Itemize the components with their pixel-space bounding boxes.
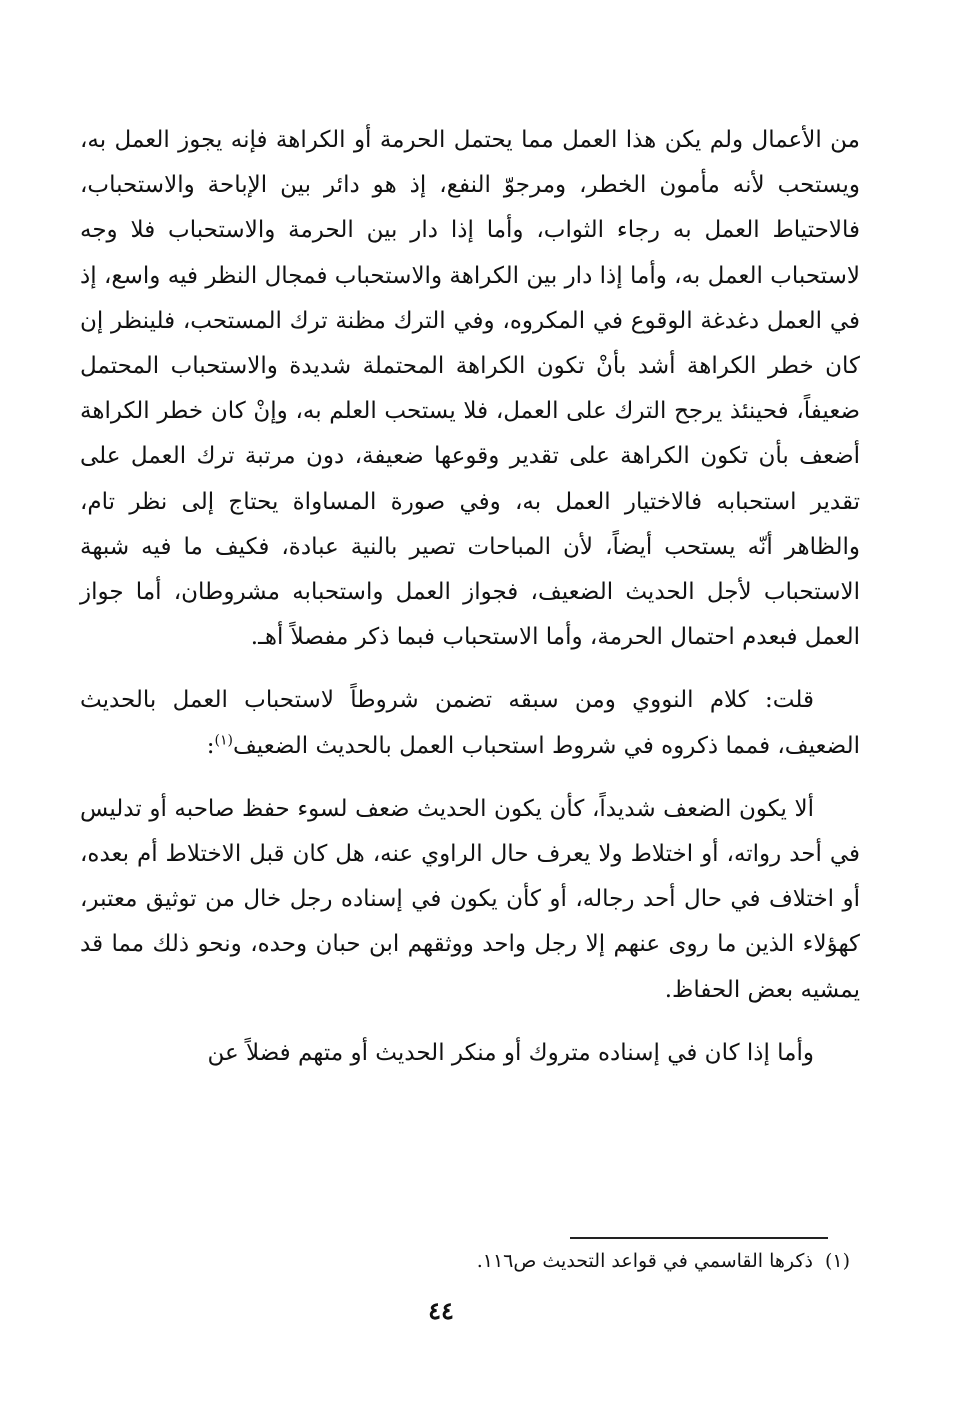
conditions-intro-colon: : — [206, 732, 215, 759]
paragraph-first-condition: ألا يكون الضعف شديداً، كأن يكون الحديث ضعف لسوء حفظ صاحبه أو تدليس في أحد رواته، أو اختلاط ولا يعرف حال الراوي عنه، هل كان قبل الاختلاط أم بعده، أو اختلاف في حال أحد رجاله، أو كأن يكون في إسناده رجل خال من توثيق معتبر، كهؤلاء الذين ما روى عنهم إلا رجل واحد ووثقهم ابن حبان وحده، ونحو ذلك مما قد يمشيه بعض الحفاظ. — [80, 795, 860, 1003]
footnote-reference[interactable]: (١) — [214, 731, 233, 748]
footnote-separator — [570, 1237, 828, 1239]
footnote — [380, 1246, 850, 1276]
paragraph-severe-weakness: وأما إذا كان في إسناده متروك أو منكر الحديث أو متهم فضلاً عن — [207, 1039, 814, 1066]
page-number: ٤٤ — [428, 1296, 454, 1325]
paragraph-quote-continuation: من الأعمال ولم يكن هذا العمل مما يحتمل الحرمة أو الكراهة فإنه يجوز العمل به، ويستحب لأنه مأمون الخطر، ومرجوّ النفع، إذ هو دائر بين الإباحة والاستحباب، فالاحتياط العمل به رجاء الثواب، وأما إذا دار بين الحرمة والاستحباب فلا وجه لاستحباب العمل به، وأما إذا دار بين الكراهة والاستحباب فمجال النظر فيه واسع، إذ في العمل دغدغة الوقوع في المكروه، وفي الترك مظنة ترك المستحب، فلينظر إن كان خطر الكراهة أشد بأنْ تكون الكراهة المحتملة شديدة والاستحباب المحتمل ضعيفاً، فحينئذ يرجح الترك على العمل، فلا يستحب العلم به، وإنْ كان خطر الكراهة أضعف بأن تكون الكراهة على تقدير وقوعها ضعيفة، دون مرتبة ترك العمل على تقدير استحبابه فالاختيار العمل به، وفي صورة المساواة يحتاج إلى نظر تام، والظاهر أنّه يستحب أيضاً، لأن المباحات تصير بالنية عبادة، فكيف ما فيه شبهة الاستحباب لأجل الحديث الضعيف، فجواز العمل واستحبابه مشروطان، أما جواز العمل فبعدم احتمال الحرمة، وأما الاستحباب فبما ذكر مفصلاً أهـ. — [80, 127, 860, 651]
footnote-number: (١) — [824, 1250, 850, 1272]
conditions-intro-text: قلت: كلام النووي ومن سبقه تضمن شروطاً لاستحباب العمل بالحديث الضعيف، فمما ذكروه في شروط استحباب العمل بالحديث الضعيف — [80, 687, 860, 759]
paragraph-conditions-intro — [80, 678, 860, 768]
footnote-text: ذكرها القاسمي في قواعد التحديث ص١١٦. — [476, 1250, 813, 1272]
main-text — [80, 118, 860, 1076]
